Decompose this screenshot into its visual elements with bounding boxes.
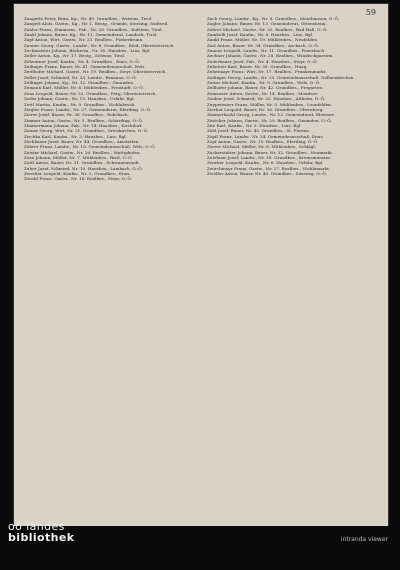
- register-entry: Zwölfer Anton, Bauer, Nr. 40. Grundbes., Sierning, O.-Ö.: [207, 170, 327, 176]
- register-entry: Zimmerhackl Georg, Landw., Nr. 12. Gemeinderat, Ebensee.: [207, 112, 336, 118]
- register-entry: Zach Georg, Landw., Kg., Nr. 8. Grundbes., Mauthausen, O.-Ö.: [207, 16, 340, 21]
- register-entry: Zöhrer Franz, Landw., Nr. 18. Gemeindeausschuß, Wels, O.-Ö.: [24, 144, 156, 150]
- register-entry: Zarl Anton, Bauer, Nr. 34. Grundbes., Aschach, O.-Ö.: [207, 42, 319, 48]
- register-entry: Zeitlhofer Michael, Gastw., Nr. 19. Realbes., Steyr, Oberösterreich.: [24, 69, 167, 75]
- register-entry: Zehetmayr Franz, Wirt, Nr. 17. Realbes., Frankenmarkt.: [207, 69, 327, 75]
- register-entry: Zischka Karl, Kaufm., Nr. 3. Hausbes., Linz, Bgl.: [24, 133, 128, 139]
- register-entry: Zuckerstätter Johann, Bauer, Nr. 32. Grundbes., Neumarkt.: [207, 149, 334, 155]
- logo-line-1: oö landes: [8, 520, 65, 533]
- register-entry: Zeppetzauer Franz, Müller, Nr. 5. Mühlenbes., Leonfelden.: [207, 101, 333, 107]
- register-entry: Zeller Josef, Schmied, Nr. 33. Landw., Braunau, O.-Ö.: [24, 74, 137, 80]
- register-entry: Zierer Josef, Bauer, Nr. 38. Grundbes., Rohrbach.: [24, 112, 129, 118]
- register-entry: Zierhut Leopold, Bauer, Nr. 36. Grundbes., Obernberg.: [207, 106, 324, 112]
- register-entry: Zinner Georg, Wirt, Nr. 21. Grundbes., Grieskirchen, O.-Ö.: [24, 128, 149, 134]
- register-entry: Zöpfl Franz, Landw., Nr. 24. Gemeindeausschuß, Enns.: [207, 133, 324, 139]
- register-entry: Zahrer Michael, Gastw., Nr. 25. Realbes., Bad Hall, O.-Ö.: [207, 26, 328, 32]
- logo-line-2: bibliothek: [8, 531, 75, 544]
- register-entry: Zulehner Josef, Landw., Nr. 18. Grundbes., Kremsmünster.: [207, 154, 332, 160]
- register-entry: Zeller Anton, Kg., Nr. 17. Bestg., Schwaz, Tirol.: [24, 53, 126, 59]
- right-column: [207, 16, 380, 520]
- register-entry: Zanler Franz, Zimmerm., Fab., Nr. 26. Grundbes., Kufstein, Tirol.: [24, 26, 163, 32]
- register-entry: Zuber Josef, Schmied, Nr. 10. Hausbes., Lambach, O.-Ö.: [24, 165, 143, 171]
- register-entry: Zauner Leopold, Landw., Nr. 11. Grundbes., Peuerbach.: [207, 48, 326, 54]
- register-entry: Zeiser Michael, Kaufm., Nr. 9. Grundbes., Wels, O.-Ö.: [207, 80, 321, 86]
- register-entry: Zemann Karl, Müller, Nr. 6. Mühlenbes., Freistadt, O.-Ö.: [24, 85, 144, 91]
- register-entry: Ziegler Franz, Landw., Nr. 27. Gemeinderat, Eferding, O.-Ö.: [24, 106, 152, 112]
- register-entry: Zangerle Peter, Bräu, Kg., Nr. 49. Grundbes., Wattens, Tirol.: [24, 16, 153, 21]
- register-entry: Zederbauer Josef, Fab., Nr. 4. Hausbes., Steyr, O.-Ö.: [207, 58, 318, 64]
- register-entry: Zettl Martin, Kaufm., Nr. 9. Grundbes., Vöcklabruck.: [24, 101, 136, 107]
- register-entry: Zehetner Karl, Bauer, Nr. 39. Grundbes., Haag.: [207, 64, 308, 70]
- register-entry: Zechner Johann, Gastw., Nr. 28. Realbes., Windischgarsten.: [207, 53, 334, 59]
- register-entry: Zerbs Johann, Gastw., Nr. 15. Hausbes., Urfahr, Bgl.: [24, 96, 135, 102]
- register-entry: Zagler Johann, Bauer, Nr. 13. Gemeinderat, Ottensheim.: [207, 21, 327, 27]
- document-page: [14, 4, 388, 526]
- text-columns: [24, 16, 380, 520]
- register-entry: Zapf Anton, Wirt, Gastw., Nr. 23. Realbes., Fieberbrunn.: [24, 37, 144, 43]
- register-entry: Zöchbauer Josef, Bauer, Nr. 44. Grundbes., Amstetten.: [24, 138, 140, 144]
- register-entry: Zorn Johann, Müller, Nr. 7. Mühlenbes., Ried, O.-Ö.: [24, 154, 133, 160]
- register-entry: Zechmeister Johann, Bäckerm., Nr. 30. Hausbes., Linz, Bgl.: [24, 48, 151, 54]
- register-entry: Zwickl Franz, Gastw., Nr. 16. Realbes., Steyr, O.-Ö.: [24, 176, 132, 182]
- register-entry: Zeilinger Franz, Bauer, Nr. 41. Gemeindeausschuß, Wels.: [24, 64, 146, 70]
- register-entry: Zottl Anton, Bauer, Nr. 31. Grundbes., Schwanenstadt.: [24, 160, 141, 166]
- register-entry: Zitz Karl, Kaufm., Nr. 3. Hausbes., Linz, Bgl.: [207, 122, 302, 128]
- viewer-label: intranda viewer: [340, 536, 388, 543]
- register-entry: Zauner Georg, Gastw., Landw., Nr. 8. Grundbes., Ried, Oberösterreich.: [24, 42, 175, 48]
- register-entry: Zellinger Johann, Kg., Nr. 12. Grundbes., Gmunden.: [24, 80, 135, 86]
- register-entry: Zellhofer Johann, Bauer, Nr. 42. Grundbes., Pregarten.: [207, 85, 324, 91]
- register-entry: Zöbl Josef, Bauer, Nr. 45. Grundbes., St. Florian.: [207, 128, 311, 134]
- register-entry: Zwettler Leopold, Kaufm., Nr. 2. Grundbes., Enns.: [24, 170, 131, 176]
- register-entry: Zankl Franz, Müller, Nr. 19. Mühlenbes., Neufelden.: [207, 37, 319, 43]
- register-entry: Zenker Josef, Schmied, Nr. 20. Hausbes., Altheim, O.-Ö.: [207, 96, 326, 102]
- register-entry: Zangerl Alois, Gastw., Kg., Nr. 1. Bestg., Gründe, Sterzing, Südtirol.: [24, 21, 169, 27]
- left-column: [24, 16, 197, 520]
- page-number: 59: [365, 8, 376, 17]
- register-entry: Zinöcker Johann, Gastw., Nr. 29. Realbes., Gmunden, O.-Ö.: [207, 117, 332, 123]
- register-entry: Zambelli Josef, Kaufm., Nr. 6. Hausbes., Linz, Bgl.: [207, 32, 314, 38]
- register-entry: Zörrer Michael, Müller, Nr. 8. Mühlenbes., Schlägl.: [207, 144, 317, 150]
- register-entry: Zenz Leopold, Bauer, Nr. 22. Grundbes., Perg, Oberösterreich.: [24, 90, 157, 96]
- register-entry: Zimmermann Johann, Fab., Nr. 14. Hausbes., Kirchdorf.: [24, 122, 143, 128]
- register-entry: Zemsauer Anton, Gastw., Nr. 14. Realbes., Mondsee.: [207, 90, 319, 96]
- register-entry: Zoister Michael, Gastw., Nr. 26. Realbes., Mattighofen.: [24, 149, 142, 155]
- register-entry: Zwicker Leopold, Kaufm., Nr. 6. Hausbes., Urfahr, Bgl.: [207, 160, 324, 166]
- register-entry: Zankl Johann, Bauer, Kg., Nr. 11. Gemeinderat, Landeck, Tirol.: [24, 32, 158, 38]
- register-entry: Zopf Anton, Gastw., Nr. 15. Realbes., Eferding, O.-Ö.: [207, 138, 319, 144]
- register-entry: Zehentner Josef, Kaufm., Nr. 4. Grundbes., Enns, O.-Ö.: [24, 58, 140, 64]
- library-logo[interactable]: [8, 521, 74, 543]
- register-entry: Zwirchmayr Franz, Gastw., Nr. 27. Realbes., Vöcklamarkt.: [207, 165, 331, 171]
- register-entry: Zeilinger Georg, Landw., Nr. 23. Gemeindeausschuß, Gallneukirchen.: [207, 74, 355, 80]
- register-entry: Zimmer Anton, Gastw., Nr. 5. Realbes., Schärding, O.-Ö.: [24, 117, 144, 123]
